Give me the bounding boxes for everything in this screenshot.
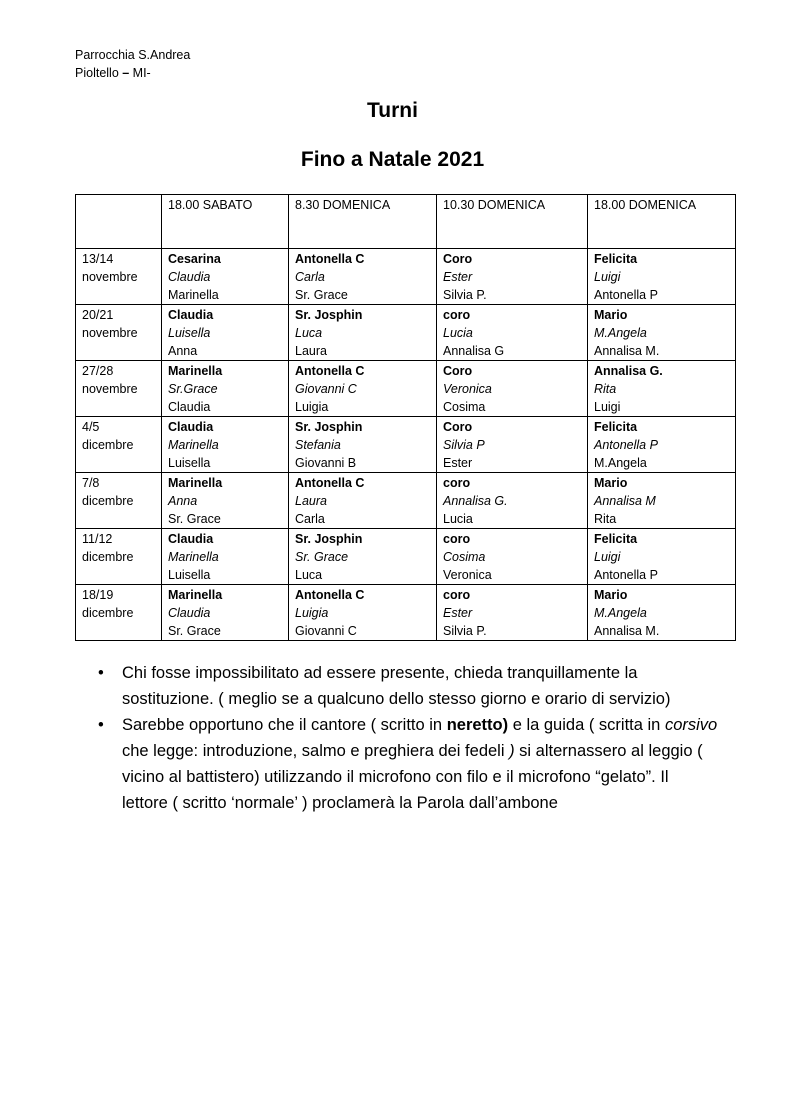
guida-name: Marinella [168,550,219,564]
shift-cell [289,417,437,473]
date-text: dicembre [82,606,134,620]
shift-cell [289,249,437,305]
column-header: 18.00 DOMENICA [588,195,736,249]
shift-cell [588,305,736,361]
cantore-name: Marinella [168,476,223,490]
cantore-name: Marinella [168,588,223,602]
notes-list [98,660,718,816]
shift-cell [289,529,437,585]
guida-name: Laura [295,494,327,508]
guida-name: Luigi [594,550,621,564]
parish-name: Parrocchia S.Andrea [75,48,191,62]
cantore-name: Mario [594,588,628,602]
shift-cell [162,305,289,361]
shift-cell [162,249,289,305]
guida-name: Veronica [443,382,492,396]
lettore-name: Silvia P. [443,288,487,302]
shift-cell [162,529,289,585]
cantore-name: Felicita [594,532,638,546]
table-header-row [76,195,736,249]
guida-name: Carla [295,270,325,284]
cantore-name: Annalisa G. [594,364,663,378]
cantore-name: Antonella C [295,364,365,378]
column-header: 10.30 DOMENICA [437,195,588,249]
note-item: • Chi fosse impossibilitato ad essere presente, chieda tranquillamente la sostituzione. ( meglio se a qualcuno dello stesso giorno e orario di servizio) [98,660,718,712]
guida-name: Anna [168,494,198,508]
date-text: 13/14 [82,252,114,266]
column-header [76,195,162,249]
shift-cell [162,473,289,529]
lettore-name: Annalisa M. [594,344,660,358]
table-row [76,473,736,529]
page-subtitle: Fino a Natale 2021 [300,148,485,171]
guida-name: Luisella [168,326,211,340]
shift-cell [588,529,736,585]
lettore-name: Ester [443,456,473,470]
bullet-icon: • [98,716,104,734]
cantore-name: Felicita [594,252,638,266]
date-text: 20/21 [82,308,114,322]
date-text: dicembre [82,438,134,452]
date-text: novembre [82,270,138,284]
table-row [76,305,736,361]
lettore-name: Silvia P. [443,624,487,638]
date-cell [76,473,162,529]
cantore-name: Marinella [168,364,223,378]
table-row [76,585,736,641]
date-cell [76,249,162,305]
shift-cell [588,417,736,473]
lettore-name: Annalisa G [443,344,505,358]
shift-cell [437,473,588,529]
cantore-name: Claudia [168,308,214,322]
cantore-name: coro [443,588,471,602]
guida-name: Silvia P [443,438,485,452]
shift-cell [289,585,437,641]
guida-name: Luigia [295,606,329,620]
cantore-name: Sr. Josphin [295,420,363,434]
lettore-name: Annalisa M. [594,624,660,638]
cantore-name: Antonella C [295,476,365,490]
date-cell [76,585,162,641]
cantore-name: Antonella C [295,252,365,266]
schedule-table [75,194,736,641]
column-header: 18.00 SABATO [162,195,289,249]
bullet-icon: • [98,664,104,682]
guida-name: Antonella P [594,438,658,452]
column-header: 8.30 DOMENICA [289,195,437,249]
date-text: dicembre [82,550,134,564]
shift-cell [588,249,736,305]
lettore-name: Luca [295,568,323,582]
lettore-name: Sr. Grace [168,512,221,526]
lettore-name: Anna [168,344,198,358]
date-cell [76,529,162,585]
date-text: novembre [82,382,138,396]
date-text: 11/12 [82,532,113,546]
guida-name: M.Angela [594,606,647,620]
lettore-name: Luigia [295,400,329,414]
lettore-name: Veronica [443,568,492,582]
lettore-name: Giovanni C [295,624,357,638]
lettore-name: Lucia [443,512,473,526]
date-text: 7/8 [82,476,100,490]
guida-name: Annalisa M [594,494,656,508]
date-text: 27/28 [82,364,114,378]
guida-name: Stefania [295,438,341,452]
shift-cell [437,585,588,641]
shift-cell [437,417,588,473]
table-row [76,529,736,585]
guida-name: Ester [443,270,473,284]
lettore-name: Luisella [168,456,211,470]
cantore-name: Felicita [594,420,638,434]
date-text: dicembre [82,494,134,508]
guida-name: Lucia [443,326,473,340]
shift-cell [162,361,289,417]
shift-cell [162,585,289,641]
cantore-name: Sr. Josphin [295,532,363,546]
lettore-name: Antonella P [594,568,658,582]
date-text: 4/5 [82,420,100,434]
lettore-name: M.Angela [594,456,647,470]
guida-name: Claudia [168,606,211,620]
shift-cell [588,361,736,417]
guida-name: Cosima [443,550,486,564]
shift-cell [289,473,437,529]
date-text: novembre [82,326,138,340]
shift-cell [437,361,588,417]
date-cell [76,361,162,417]
note-item: • Sarebbe opportuno che il cantore ( scritto in neretto) e la guida ( scritta in corsivo che legge: introduzione, salmo e preghiera dei fedeli ) si alternassero al leggio ( vicino al battistero) utilizzando il microfono con filo e il microfono “gelato”. Il lettore ( scritto ‘normale’ ) proclamerà la Parola dall’ambone [98,712,718,816]
shift-cell [289,361,437,417]
cantore-name: Mario [594,308,628,322]
cantore-name: Claudia [168,420,214,434]
shift-cell [437,249,588,305]
guida-name: Giovanni C [295,382,357,396]
guida-name: Sr. Grace [295,550,349,564]
lettore-name: Luisella [168,568,211,582]
table-row [76,249,736,305]
cantore-name: Claudia [168,532,214,546]
guida-name: Claudia [168,270,211,284]
lettore-name: Cosima [443,400,486,414]
lettore-name: Claudia [168,400,211,414]
cantore-name: coro [443,476,471,490]
cantore-name: Mario [594,476,628,490]
cantore-name: Coro [443,252,473,266]
guida-name: Annalisa G. [443,494,508,508]
guida-name: Luigi [594,270,621,284]
table-row [76,417,736,473]
lettore-name: Luigi [594,400,621,414]
shift-cell [437,529,588,585]
guida-name: Marinella [168,438,219,452]
cantore-name: Coro [443,420,473,434]
lettore-name: Sr. Grace [295,288,348,302]
guida-name: Sr.Grace [168,382,218,396]
lettore-name: Rita [594,512,617,526]
shift-cell [437,305,588,361]
lettore-name: Laura [295,344,327,358]
lettore-name: Giovanni B [295,456,357,470]
cantore-name: Sr. Josphin [295,308,363,322]
parish-header [75,46,190,82]
cantore-name: Coro [443,364,473,378]
shift-cell [289,305,437,361]
cantore-name: Cesarina [168,252,221,266]
guida-name: M.Angela [594,326,647,340]
cantore-name: coro [443,308,471,322]
lettore-name: Marinella [168,288,219,302]
cantore-name: coro [443,532,471,546]
date-text: 18/19 [82,588,114,602]
cantore-name: Antonella C [295,588,365,602]
shift-cell [588,585,736,641]
shift-cell [588,473,736,529]
guida-name: Luca [295,326,323,340]
guida-name: Rita [594,382,617,396]
guida-name: Ester [443,606,473,620]
lettore-name: Antonella P [594,288,658,302]
shift-cell [162,417,289,473]
parish-location: Pioltello – MI- [75,66,151,80]
lettore-name: Sr. Grace [168,624,221,638]
table-row [76,361,736,417]
page-title: Turni [367,99,418,122]
date-cell [76,305,162,361]
lettore-name: Carla [295,512,325,526]
date-cell [76,417,162,473]
